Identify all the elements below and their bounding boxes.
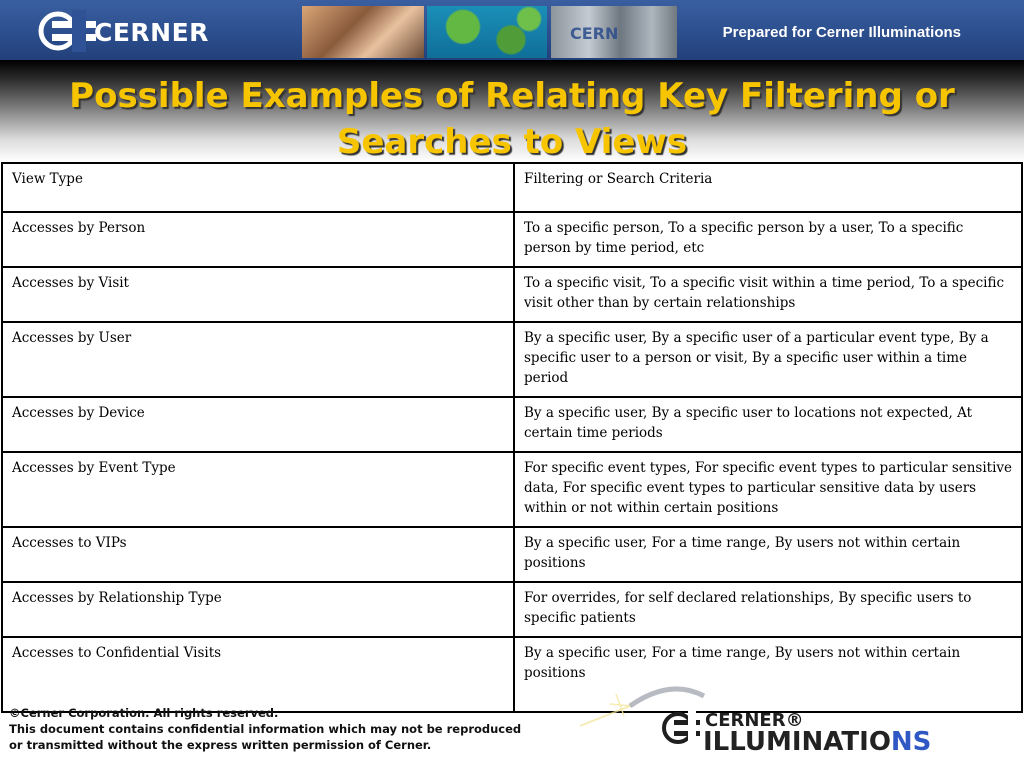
brand-name: CERNER [94,18,209,47]
table-row [2,322,1022,397]
header-photo-world-map [427,6,547,58]
table-row [2,582,1022,637]
criteria-cell: By a specific user, By a specific user to locations not expected, At certain time periods [514,397,1022,452]
table-row [2,212,1022,267]
copyright-notice [9,705,521,753]
view-type-cell: Accesses by Relationship Type [2,582,514,637]
cerner-illuminations-logo-icon [660,708,700,748]
logo-illuminations-main: ILLUMINATIO [703,727,891,757]
view-type-table [1,162,1023,713]
criteria-cell: To a specific visit, To a specific visit within a time period, To a specific visit other than by certain relationships [514,267,1022,322]
table-header-cell: Filtering or Search Criteria [514,163,1022,212]
view-type-cell: Accesses by Person [2,212,514,267]
criteria-cell: To a specific person, To a specific person by a user, To a specific person by time period, etc [514,212,1022,267]
view-type-cell: Accesses to Confidential Visits [2,637,514,712]
criteria-cell: For overrides, for self declared relationships, By specific users to specific patients [514,582,1022,637]
copyright-line: This document contains confidential information which may not be reproduced [9,722,522,736]
logo-illuminations-text [703,727,931,757]
header-photo-people [302,6,424,58]
slide-title: Possible Examples of Relating Key Filtering or Searches to Views [69,76,955,162]
copyright-line: or transmitted without the express written permission of Cerner. [9,738,432,752]
view-type-cell: Accesses by Visit [2,267,514,322]
logo-illuminations-accent: NS [890,727,932,757]
view-type-cell: Accesses to VIPs [2,527,514,582]
copyright-line: ©Cerner Corporation. All rights reserved. [9,706,279,720]
table-row [2,637,1022,712]
view-type-cell: Accesses by User [2,322,514,397]
criteria-cell: By a specific user, For a time range, By users not within certain positions [514,637,1022,712]
prepared-for-label: Prepared for Cerner Illuminations [722,24,961,41]
view-type-cell: Accesses by Device [2,397,514,452]
criteria-cell: For specific event types, For specific event types to particular sensitive data, For specific event types to particular sensitive data by users within or not within certain positions [514,452,1022,527]
view-type-cell: Accesses by Event Type [2,452,514,527]
logo-cerner-text: CERNER® [705,710,804,731]
table-row [2,527,1022,582]
criteria-cell: By a specific user, For a time range, By users not within certain positions [514,527,1022,582]
table-header-row [2,163,1022,212]
table-row [2,452,1022,527]
building-sign: CERN [570,24,619,43]
table-row [2,267,1022,322]
table-row [2,397,1022,452]
criteria-cell: By a specific user, By a specific user of a particular event type, By a specific user to a person or visit, By a specific user within a time period [514,322,1022,397]
table-header-cell: View Type [2,163,514,212]
